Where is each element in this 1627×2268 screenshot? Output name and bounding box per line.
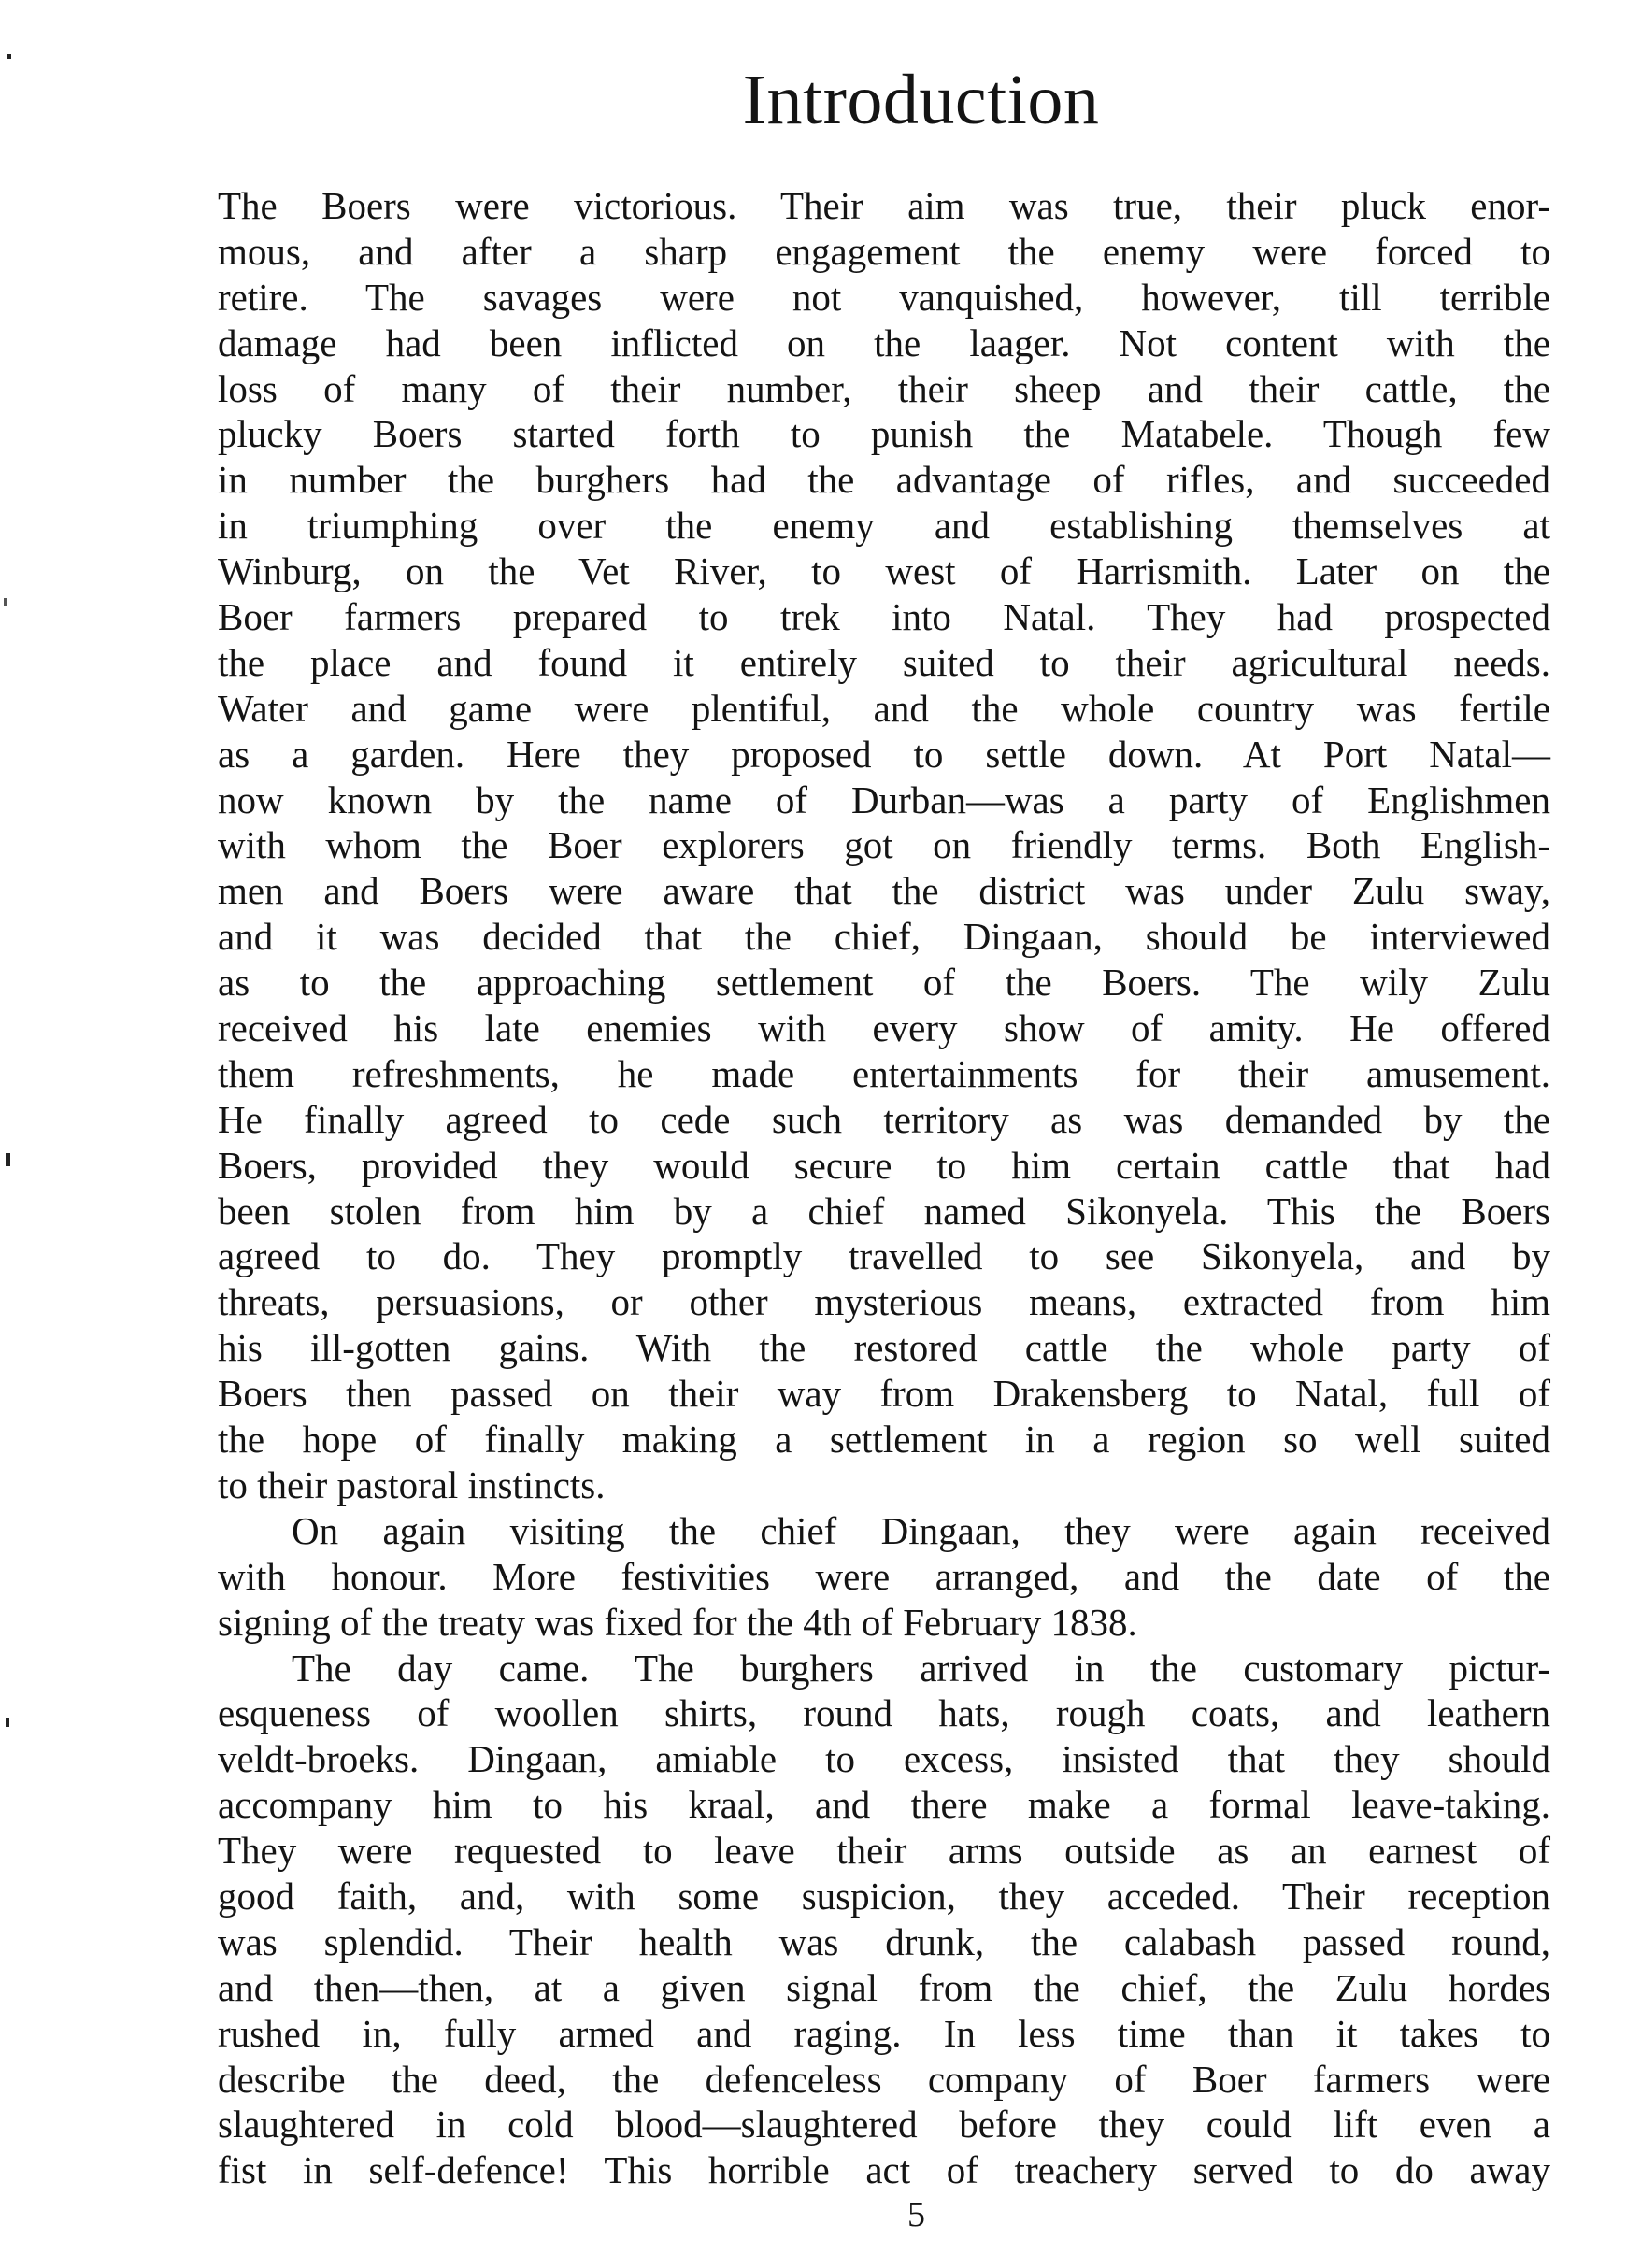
text-line: in number the burghers had the advantage of rifles, and succeeded (218, 458, 1550, 502)
text-line: good faith, and, with some suspicion, they acceded. Their reception (218, 1874, 1550, 1918)
text-line: as a garden. Here they proposed to settle down. At Port Natal— (218, 732, 1550, 776)
text-line: loss of many of their number, their sheep and their cattle, the (218, 366, 1550, 410)
text-line: Boers, provided they would secure to him certain cattle that had (218, 1143, 1550, 1187)
page-number: 5 (907, 2195, 925, 2234)
text-line: his ill-gotten gains. With the restored cattle the whole party of (218, 1326, 1550, 1370)
text-line: agreed to do. They promptly travelled to see Sikonyela, and by (218, 1234, 1550, 1278)
text-line: them refreshments, he made entertainments for their amusement. (218, 1051, 1550, 1095)
text-line: plucky Boers started forth to punish the Matabele. Though few (218, 412, 1550, 456)
text-line: to their pastoral instincts. (218, 1462, 606, 1506)
text-line: threats, persuasions, or other mysterious means, extracted from him (218, 1280, 1550, 1324)
text-line: mous, and after a sharp engagement the enemy were forced to (218, 229, 1550, 273)
text-line: Water and game were plentiful, and the whole country was fertile (218, 686, 1550, 730)
body-text (218, 183, 1550, 2193)
text-line: He finally agreed to cede such territory as was demanded by the (218, 1097, 1550, 1141)
text-line: slaughtered in cold blood—slaughtered before they could lift even a (218, 2103, 1550, 2147)
text-line: They were requested to leave their arms outside as an earnest of (218, 1829, 1550, 1873)
text-line: men and Boers were aware that the district was under Zulu sway, (218, 869, 1550, 913)
text-line: accompany him to his kraal, and there make a formal leave-taking. (218, 1783, 1550, 1827)
text-line: Boers then passed on their way from Drakensberg to Natal, full of (218, 1372, 1550, 1416)
text-line: Winburg, on the Vet River, to west of Harrismith. Later on the (218, 549, 1550, 593)
text-line: rushed in, fully armed and raging. In less time than it takes to (218, 2011, 1550, 2055)
text-line: now known by the name of Durban—was a party of Englishmen (218, 777, 1550, 821)
text-line: received his late enemies with every show of amity. He offered (218, 1006, 1550, 1050)
text-line: fist in self-defence! This horrible act of treachery served to do away (218, 2148, 1550, 2192)
text-line: and then—then, at a given signal from the chief, the Zulu hordes (218, 1965, 1550, 2009)
text-line: been stolen from him by a chief named Sikonyela. This the Boers (218, 1189, 1550, 1233)
text-line: The day came. The burghers arrived in the customary pictur- (292, 1646, 1550, 1690)
text-line: The Boers were victorious. Their aim was true, their pluck enor- (218, 184, 1550, 227)
scan-speck (6, 1153, 10, 1166)
text-line: was splendid. Their health was drunk, the calabash passed round, (218, 1919, 1550, 1963)
text-line: signing of the treaty was fixed for the 4th of February 1838. (218, 1600, 1137, 1644)
text-line: damage had been inflicted on the laager. Not content with the (218, 321, 1550, 364)
text-line: and it was decided that the chief, Dingaan, should be interviewed (218, 915, 1550, 959)
text-line: retire. The savages were not vanquished, however, till terrible (218, 275, 1550, 319)
text-line: with honour. More festivities were arranged, and the date of the (218, 1554, 1550, 1598)
text-line: describe the deed, the defenceless company of Boer farmers were (218, 2057, 1550, 2101)
scan-speck (7, 54, 11, 59)
scan-speck (6, 1718, 9, 1727)
text-line: in triumphing over the enemy and establishing themselves at (218, 504, 1550, 548)
text-line: Boer farmers prepared to trek into Natal. They had prospected (218, 595, 1550, 639)
text-line: the hope of finally making a settlement in a region so well suited (218, 1418, 1550, 1462)
text-line: esqueness of woollen shirts, round hats, rough coats, and leathern (218, 1691, 1550, 1735)
chapter-title: Introduction (742, 61, 1100, 139)
text-line: with whom the Boer explorers got on friendly terms. Both English- (218, 823, 1550, 867)
text-line: as to the approaching settlement of the Boers. The wily Zulu (218, 961, 1550, 1005)
text-line: On again visiting the chief Dingaan, they were again received (292, 1508, 1550, 1552)
scan-speck (4, 598, 7, 606)
text-line: the place and found it entirely suited to their agricultural needs. (218, 640, 1550, 684)
text-line: veldt-broeks. Dingaan, amiable to excess, insisted that they should (218, 1737, 1550, 1781)
